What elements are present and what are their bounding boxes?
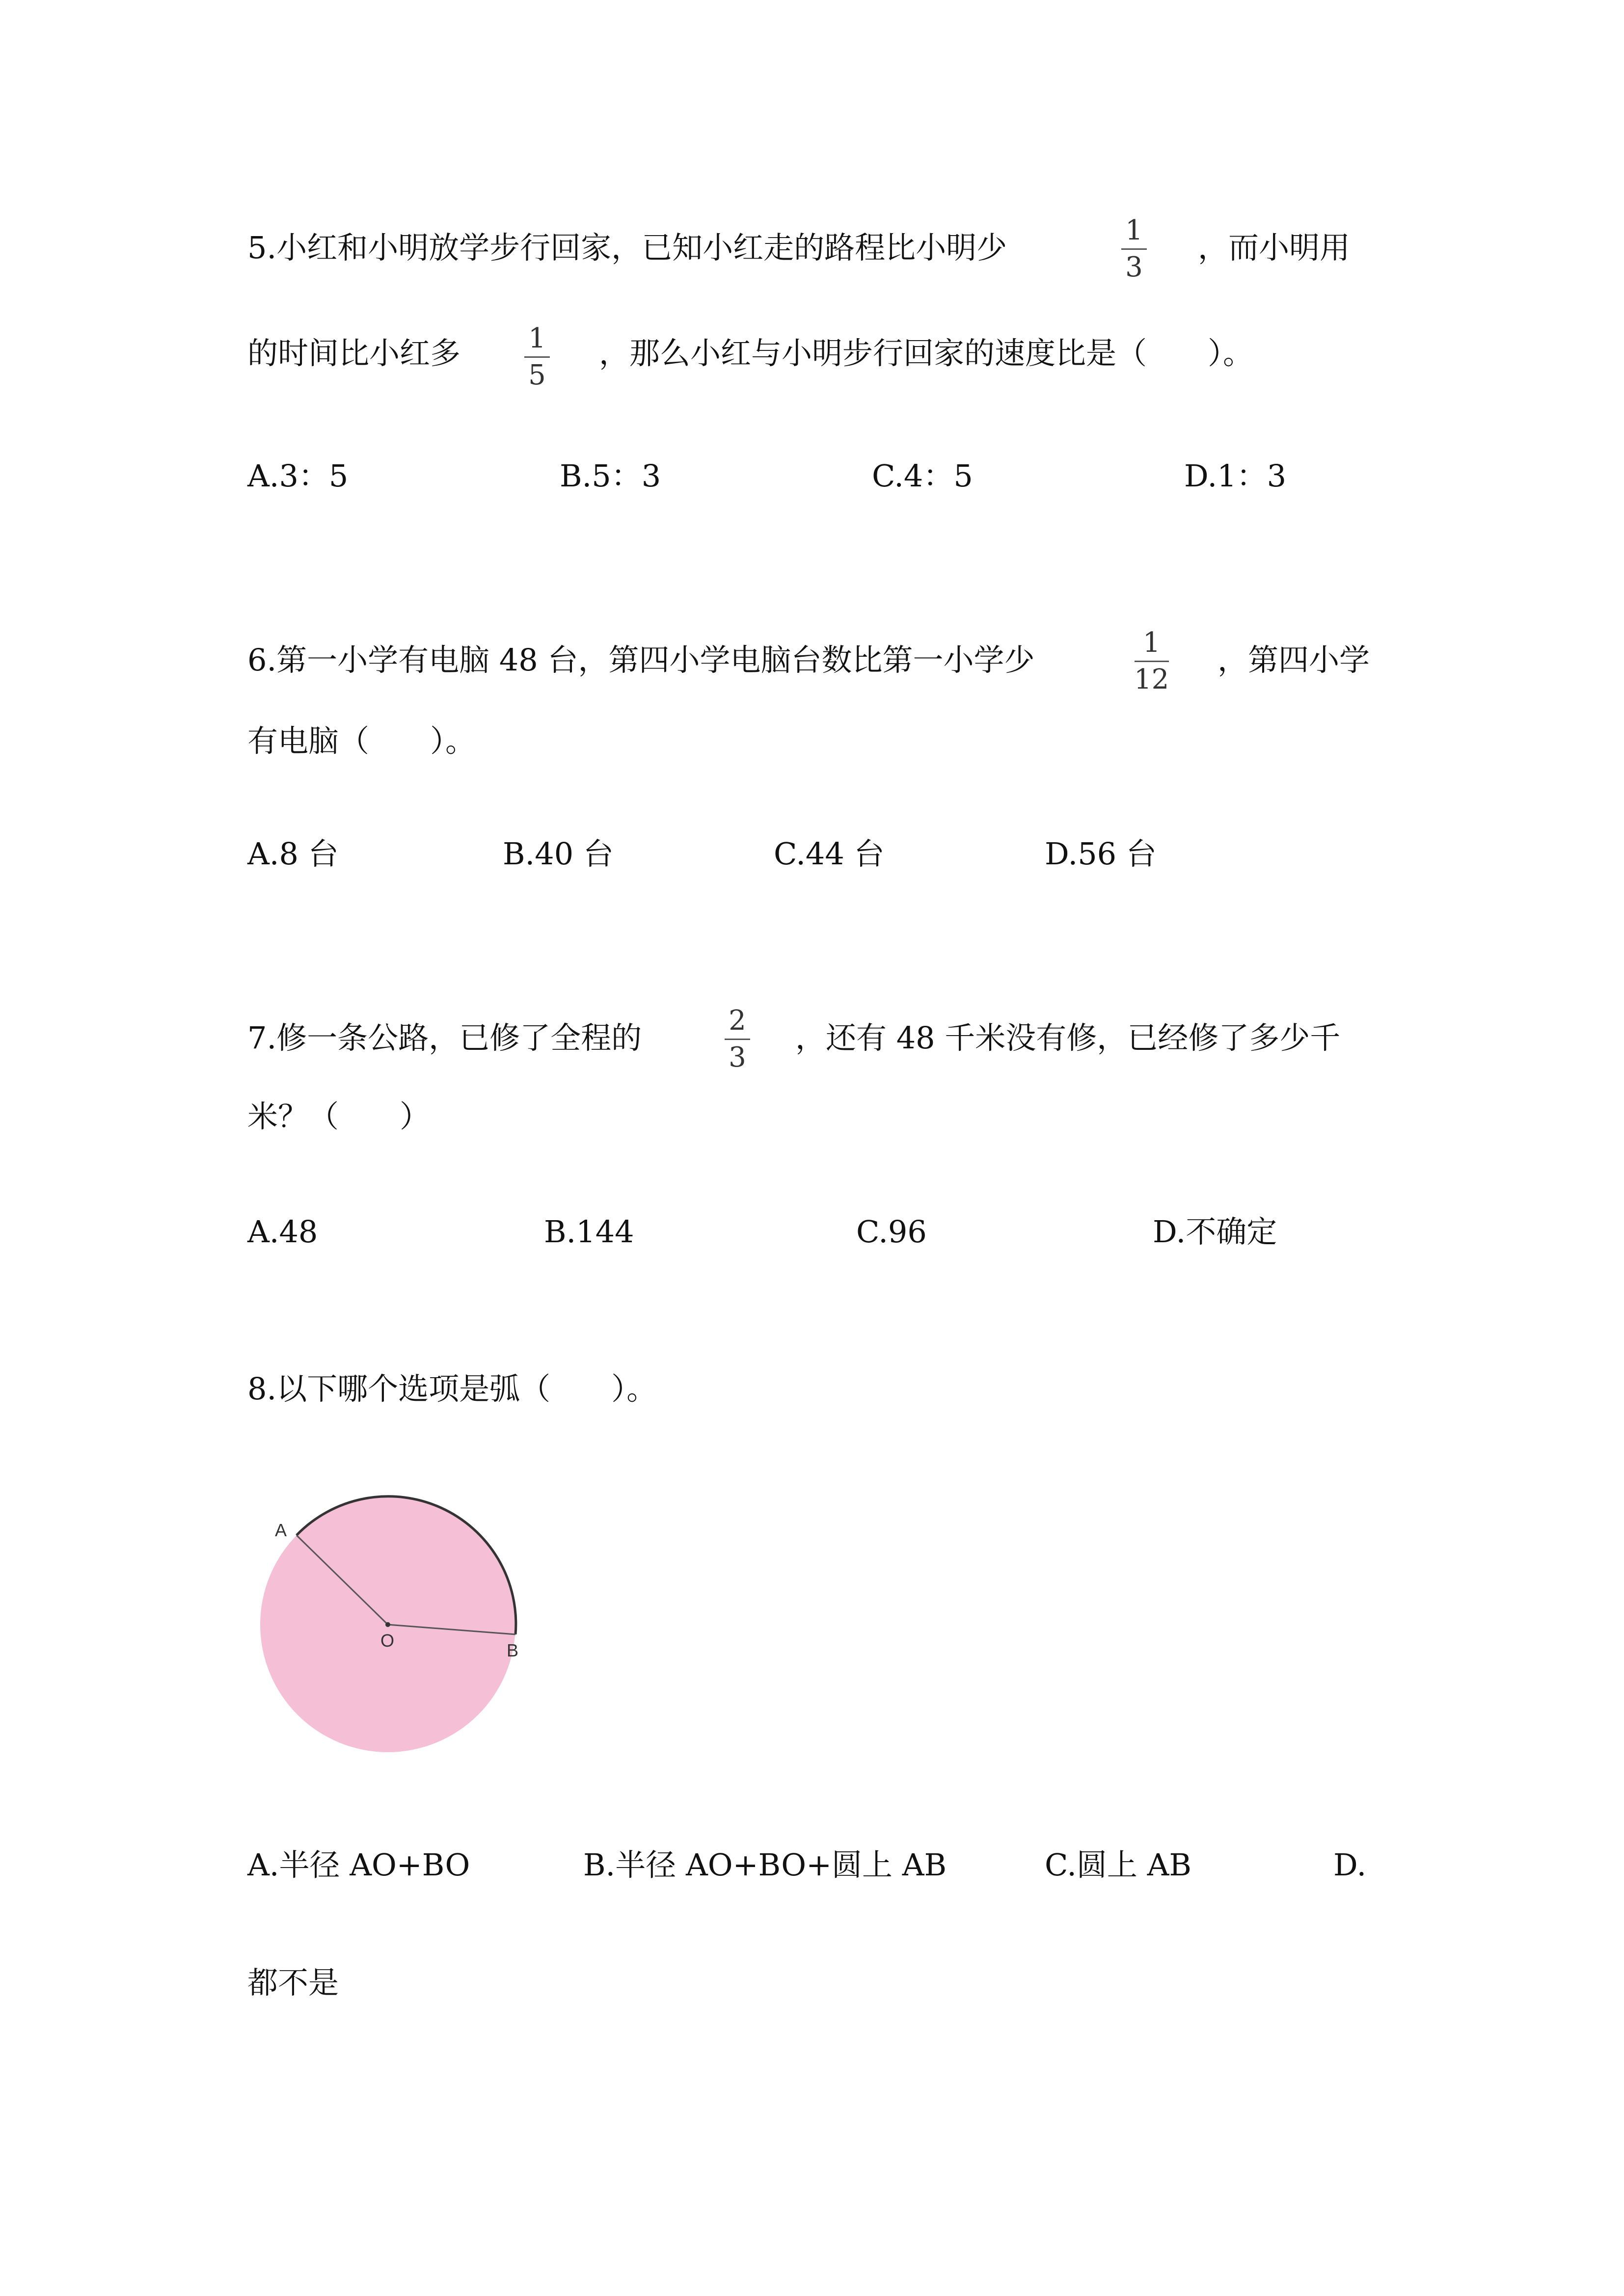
- q5-line1-text-b: ，而小明用: [1198, 230, 1351, 266]
- q5-line2-tail: [599, 334, 1253, 373]
- q7-fraction-denominator: 3: [729, 1041, 746, 1073]
- q5-line2-text-b: ，那么小红与小明步行回家的速度比是（ ）。: [599, 335, 1254, 371]
- q8-option-b[interactable]: B.半径 AO+BO+圆上 AB: [583, 1847, 947, 1883]
- q7-line1-text-b: ，还有 48 千米没有修，已经修了多少千: [795, 1020, 1341, 1056]
- q7-line1-tail: [795, 1018, 1340, 1058]
- q7-fraction-bar: [725, 1039, 750, 1040]
- q6-option-b[interactable]: B.40 台: [503, 836, 614, 872]
- q6-line1: [247, 641, 1034, 680]
- q6-line1-text-b: ，第四小学: [1218, 642, 1370, 678]
- q7-line2: 米？（ ）: [247, 1098, 431, 1134]
- q8-option-d[interactable]: D.: [1333, 1847, 1367, 1883]
- q5-fraction-2-numerator: 1: [528, 322, 546, 354]
- q6-fraction-bar: [1135, 661, 1169, 662]
- q8-option-a[interactable]: A.半径 AO+BO: [247, 1847, 470, 1883]
- q6-option-a[interactable]: A.8 台: [247, 836, 339, 872]
- q5-line2-text-a: 的时间比小红多: [247, 335, 461, 371]
- q5-fraction-1-numerator: 1: [1125, 214, 1143, 246]
- q5-line2: [247, 334, 460, 373]
- q6-option-c[interactable]: C.44 台: [774, 836, 885, 872]
- q7-line1-text-a: 7.修一条公路，已修了全程的: [247, 1020, 642, 1056]
- label-b: B: [507, 1640, 519, 1660]
- label-o: O: [380, 1630, 395, 1651]
- q5-fraction-1-bar: [1121, 248, 1147, 250]
- q5-fraction-2-denominator: 5: [528, 359, 546, 391]
- q7-fraction-numerator: 2: [729, 1005, 746, 1037]
- q7-option-a[interactable]: A.48: [247, 1214, 318, 1250]
- q6-fraction-denominator: 12: [1134, 664, 1169, 695]
- q5-option-d[interactable]: D.1：3: [1184, 458, 1287, 494]
- q6-line1-text-a: 6.第一小学有电脑 48 台，第四小学电脑台数比第一小学少: [247, 642, 1035, 678]
- q5-fraction-1-denominator: 3: [1125, 251, 1143, 283]
- q7-line1: [247, 1018, 642, 1058]
- center-point-o: [385, 1622, 390, 1627]
- label-a: A: [275, 1520, 287, 1540]
- q7-fraction: [725, 1006, 750, 1072]
- q6-fraction: [1134, 628, 1169, 694]
- q5-option-c[interactable]: C.4：5: [872, 458, 973, 494]
- q5-line1: [247, 228, 1007, 267]
- q5-line1-tail: [1198, 228, 1350, 267]
- q8-option-d-continuation: 都不是: [247, 1965, 339, 2001]
- q5-option-b[interactable]: B.5：3: [560, 458, 661, 494]
- q6-line2: 有电脑（ ）。: [247, 723, 476, 759]
- q7-option-c[interactable]: C.96: [856, 1214, 927, 1250]
- q5-fraction-1: [1121, 216, 1147, 282]
- q5-option-a[interactable]: A.3：5: [247, 458, 349, 494]
- q7-option-b[interactable]: B.144: [544, 1214, 634, 1250]
- q6-option-d[interactable]: D.56 台: [1045, 836, 1157, 872]
- q7-option-d[interactable]: D.不确定: [1153, 1214, 1277, 1250]
- q5-fraction-2-bar: [524, 356, 550, 358]
- q8-option-c[interactable]: C.圆上 AB: [1045, 1847, 1191, 1883]
- q6-line1-tail: [1218, 641, 1370, 680]
- q5-line1-text-a: 5.小红和小明放学步行回家，已知小红走的路程比小明少: [247, 230, 1007, 266]
- q8-line1: 8.以下哪个选项是弧（ ）。: [247, 1371, 657, 1407]
- q6-fraction-numerator: 1: [1142, 627, 1161, 659]
- q5-fraction-2: [524, 324, 550, 390]
- circle-arc-figure: [255, 1487, 530, 1762]
